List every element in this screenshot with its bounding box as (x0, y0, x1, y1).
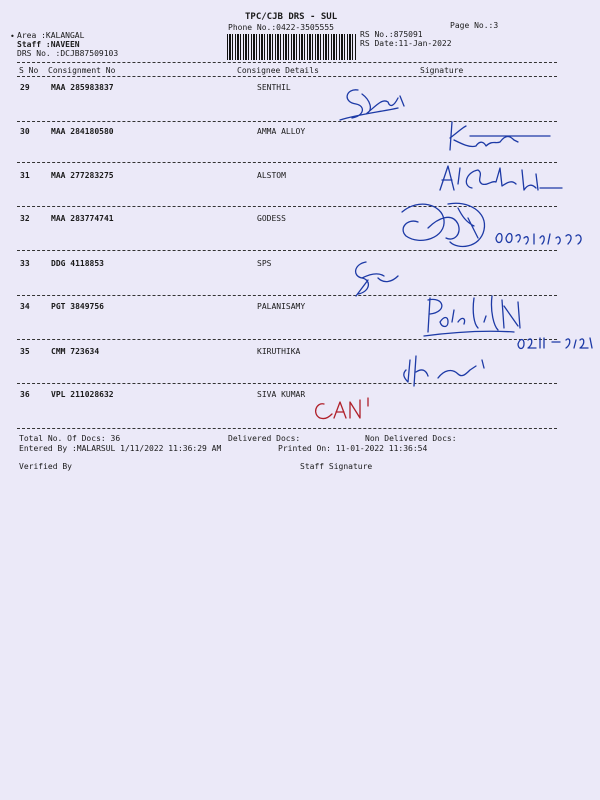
row-consignee: KIRUTHIKA (257, 347, 301, 356)
verified-by: Verified By (19, 462, 72, 471)
signature-row-32 (398, 198, 593, 258)
row-sno: 29 (20, 83, 30, 92)
non-delivered-docs: Non Delivered Docs: (365, 434, 457, 443)
report-title: TPC/CJB DRS - SUL (245, 12, 338, 22)
printed-on: Printed On: 11-01-2022 11:36:54 (278, 444, 428, 453)
col-header-sno: S No (19, 66, 39, 75)
total-docs: Total No. Of Docs: 36 (19, 434, 121, 443)
row-sno: 33 (20, 259, 30, 268)
drs-number: DRS No. :DCJB87509103 (17, 49, 119, 58)
row-sno: 34 (20, 302, 30, 311)
signature-row-34 (414, 292, 599, 352)
col-header-consignment: Consignment No (48, 66, 116, 75)
row-sno: 30 (20, 127, 30, 136)
divider (17, 62, 557, 63)
rs-date: RS Date:11-Jan-2022 (360, 39, 452, 48)
row-consignee: SPS (257, 259, 272, 268)
page-number: Page No.:3 (450, 21, 499, 30)
row-consignee: GODESS (257, 214, 286, 223)
barcode (227, 34, 357, 60)
col-header-consignee: Consignee Details (237, 66, 319, 75)
signature-row-36 (310, 394, 380, 426)
staff-field: Staff :NAVEEN (17, 40, 80, 49)
row-consignment: DDG 4118853 (51, 259, 104, 268)
row-consignment: VPL 211028632 (51, 390, 114, 399)
phone-number: Phone No.:0422-3505555 (228, 23, 334, 32)
row-divider (17, 428, 557, 429)
row-consignee: SIVA KUMAR (257, 390, 306, 399)
row-consignment: CMM 723634 (51, 347, 100, 356)
row-sno: 31 (20, 171, 30, 180)
row-consignee: PALANISAMY (257, 302, 306, 311)
delivered-docs: Delivered Docs: (228, 434, 301, 443)
area-field: Area :KALANGAL (17, 31, 85, 40)
row-sno: 35 (20, 347, 30, 356)
row-consignee: AMMA ALLOY (257, 127, 306, 136)
signature-row-35 (396, 352, 496, 388)
row-sno: 36 (20, 390, 30, 399)
row-consignment: PGT 3849756 (51, 302, 104, 311)
row-consignee: SENTHIL (257, 83, 291, 92)
entered-by: Entered By :MALARSUL 1/11/2022 11:36:29 AM (19, 444, 222, 453)
row-consignment: MAA 277283275 (51, 171, 114, 180)
signature-row-30 (440, 118, 560, 158)
signature-row-29 (340, 84, 440, 129)
row-consignment: MAA 285983837 (51, 83, 114, 92)
col-header-signature: Signature (420, 66, 464, 75)
row-consignment: MAA 284180580 (51, 127, 114, 136)
row-consignee: ALSTOM (257, 171, 286, 180)
area-label: • (10, 32, 15, 41)
row-consignment: MAA 283774741 (51, 214, 114, 223)
row-sno: 32 (20, 214, 30, 223)
divider (17, 76, 557, 77)
rs-number: RS No.:875091 (360, 30, 423, 39)
staff-signature-label: Staff Signature (300, 462, 373, 471)
signature-row-33 (348, 258, 418, 300)
